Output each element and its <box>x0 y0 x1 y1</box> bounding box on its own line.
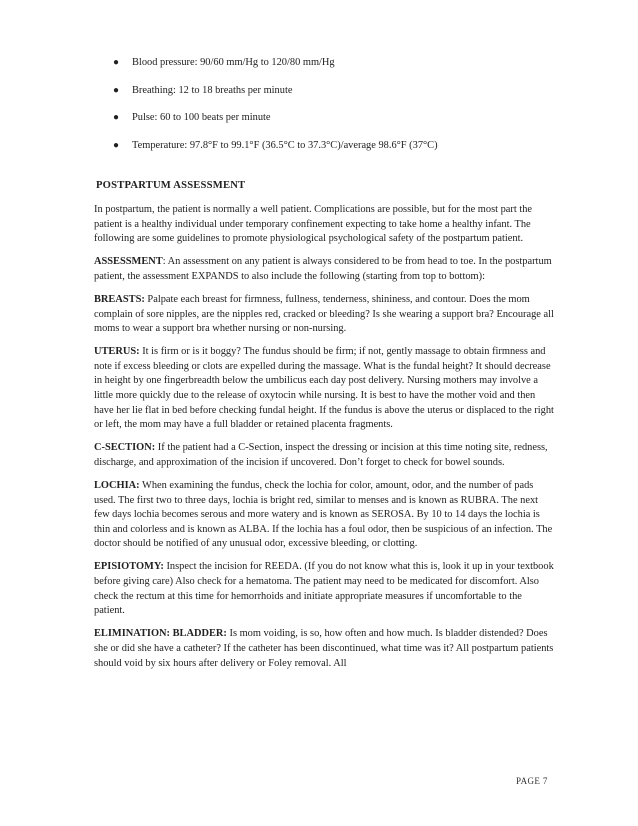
paragraph-label: UTERUS: <box>94 346 140 358</box>
list-item <box>113 139 596 152</box>
page-number: PAGE 7 <box>516 776 548 786</box>
paragraph-label: BREASTS: <box>94 293 145 305</box>
document-body <box>94 203 554 680</box>
paragraph-label: C-SECTION: <box>94 442 156 454</box>
section-title: POSTPARTUM ASSESSMENT <box>96 180 246 191</box>
list-item <box>113 111 596 124</box>
bullet-icon: ● <box>113 57 120 68</box>
vital-pulse: Pulse: 60 to 100 beats per minute <box>132 112 271 123</box>
paragraph-assessment <box>94 255 554 284</box>
paragraph-text: : An assessment on any patient is always considered to be from head to toe. In the postpartum patient, the assessment EXPANDS to also include the following (starting from top to bottom): <box>94 256 552 282</box>
vital-blood-pressure: Blood pressure: 90/60 mm/Hg to 120/80 mm/Hg <box>132 57 335 68</box>
paragraph-lochia <box>94 479 554 552</box>
bullet-icon: ● <box>113 84 120 96</box>
paragraph-text: Is mom voiding, is so, how often and how much. Is bladder distended? Does she or did she have a catheter? If the catheter has been discontinued, what time was it? All postpartum patients should void by six hours after delivery or Foley removal. All <box>94 628 554 669</box>
paragraph-text: If the patient had a C-Section, inspect the dressing or incision at this time noting site, redness, discharge, and approximation of the incision if uncovered. Don’t forget to check for bowel sounds. <box>94 442 548 468</box>
paragraph-elimination <box>94 627 554 671</box>
bullet-icon: ● <box>113 112 120 123</box>
paragraph-label: LOCHIA: <box>94 480 140 491</box>
list-item <box>113 84 596 97</box>
bullet-icon: ● <box>113 139 120 151</box>
list-item <box>113 56 596 69</box>
paragraph-breasts <box>94 293 554 337</box>
paragraph-episiotomy <box>94 560 554 618</box>
paragraph-label: ELIMINATION: BLADDER: <box>94 628 227 640</box>
paragraph-text: It is firm or is it boggy? The fundus should be firm; if not, gently massage to obtain firmness and note if excess bleeding or clots are expelled during the massage. What is the fundal height? It should decrease in height by one fingerbreadth below the umbilicus each day post delivery. Nursing mothers may involve a little more quickly due to the release of oxytocin while nursing. It is best to have the mother void and then have her lie flat in bed before checking fundal height. If the fundus is above the uterus or displaced to the right or left, the mom may have a full bladder or retained placenta fragments. <box>94 346 554 431</box>
paragraph-label: EPISIOTOMY: <box>94 561 164 573</box>
vital-breathing: Breathing: 12 to 18 breaths per minute <box>132 84 293 96</box>
paragraph-label: ASSESSMENT <box>94 256 163 268</box>
paragraph-text: Palpate each breast for firmness, fullness, tenderness, shininess, and contour. Does the mom complain of sore nipples, are the nipples red, cracked or bleeding? Is she wearing a support bra? Encourage all moms to wear a support bra whether nursing or non-nursing. <box>94 293 554 335</box>
paragraph-text: When examining the fundus, check the lochia for color, amount, odor, and the number of pads used. The first two to three days, lochia is bright red, similar to menses and is known as RUBRA. The next few days lochia becomes serous and more watery and is known as SEROSA. By 10 to 14 days the lochia is thin and colorless and is known as ALBA. If the lochia has a foul odor, then be suspicious of an infection. The doctor should be notified of any unusual odor, excessive bleeding, or clotting. <box>94 480 553 550</box>
intro-paragraph: In postpartum, the patient is normally a well patient. Complications are possible, but for the most part the patient is a healthy individual under temporary confinement expecting to take home a healthy infant. The following are some guidelines to promote physiological psychological safety of the postpartum patient. <box>94 204 533 245</box>
paragraph-c-section <box>94 441 554 470</box>
paragraph-uterus <box>94 345 554 433</box>
vital-signs-list <box>113 56 596 166</box>
vital-temperature: Temperature: 97.8°F to 99.1°F (36.5°C to 37.3°C)/average 98.6°F (37°C) <box>132 139 438 151</box>
paragraph-text: Inspect the incision for REEDA. (If you do not know what this is, look it up in your textbook before giving care) Also check for a hematoma. The patient may need to be medicated for discomfort. Also check the rectum at this time for hemorrhoids and initiate appropriate measures if uncomfortable to the patient. <box>94 561 554 617</box>
